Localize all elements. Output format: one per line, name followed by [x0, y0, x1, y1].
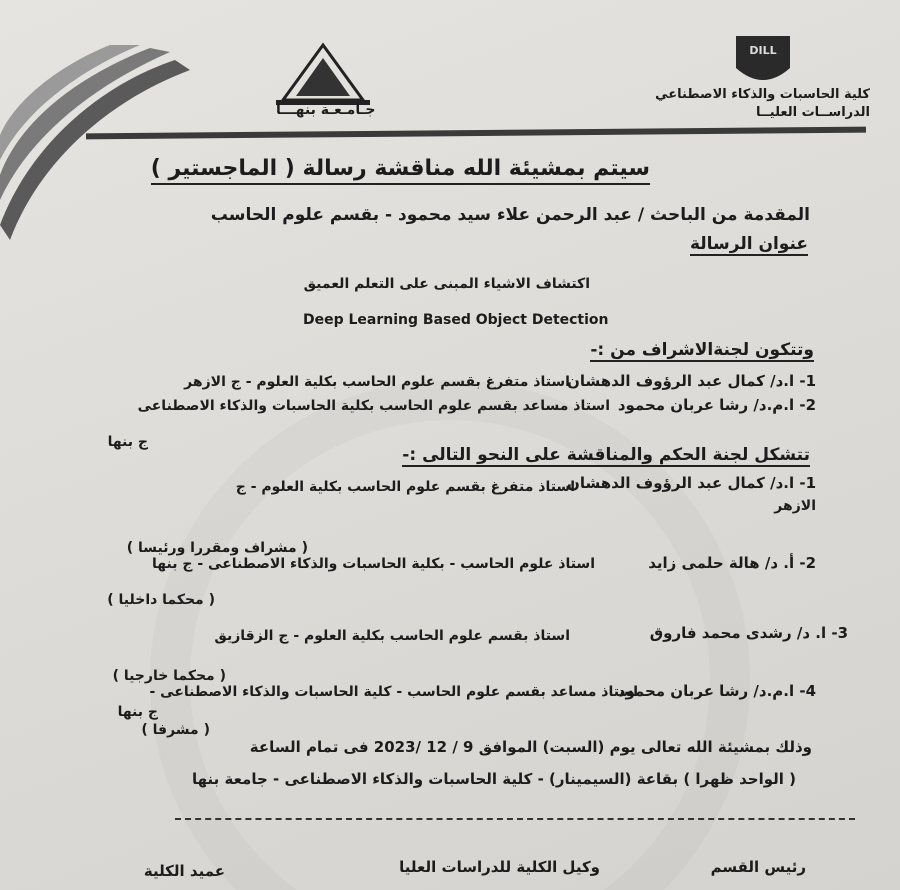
thesis-title-label: عنوان الرسالة [689, 234, 808, 254]
faculty-logo-icon [728, 30, 798, 92]
committee-1-desc: استاذ متفرغ بقسم علوم الحاسب بكلية العلوم - ج [235, 479, 575, 495]
supervisor-1-name: 1- ا.د/ كمال عبد الرؤوف الدهشان [567, 372, 816, 390]
faculty-logo-text: DILL [749, 44, 777, 57]
committee-3-name: 3- ا. د/ رشدى محمد فاروق [649, 624, 848, 642]
decorative-swoosh-icon [0, 40, 200, 250]
faculty-name [655, 86, 870, 121]
committee-4-role: ( محكما خارجيا ) [112, 668, 226, 684]
committee-3-desc: استاذ بقسم علوم الحاسب بكلية العلوم - ج الزقازيق [214, 628, 570, 644]
header-rule [86, 127, 866, 140]
schedule-line-2: ( الواحد ظهرا ) بقاعة (السيمينار) - كلية الحاسبات والذكاء الاصطناعى - جامعة بنها [191, 770, 796, 788]
supervisor-1-desc: استاذ متفرغ بقسم علوم الحاسب بكلية العلوم - ج الازهر [184, 374, 570, 390]
university-name: جـامـعـة بنهـــا [276, 102, 376, 118]
signature-dean: عميد الكلية [143, 862, 225, 880]
thesis-title-english: Deep Learning Based Object Detection [303, 312, 609, 328]
document-title: سيتم بمشيئة الله مناقشة رسالة ( الماجستير ) [151, 156, 650, 185]
faculty-name-line2: الدراســات العليــا [756, 104, 870, 120]
committee-1-cont: الازهر [774, 498, 816, 514]
committee-4-role2: ( مشرفا ) [141, 722, 210, 738]
committee-heading: تتشكل لجنة الحكم والمناقشة على النحو التالى :- [402, 445, 810, 465]
committee-2-desc: استاذ علوم الحاسب - بكلية الحاسبات والذكاء الاصطناعى - ج بنها [152, 556, 595, 572]
supervision-heading: وتتكون لجنةالاشراف من :- [590, 340, 814, 360]
researcher-line: المقدمة من الباحث / عبد الرحمن علاء سيد محمود - بقسم علوم الحاسب [210, 205, 810, 225]
supervisor-2-name: 2- ا.م.د/ رشا عربان محمود [617, 396, 816, 414]
thesis-title-arabic: اكتشاف الاشياء المبنى على التعلم العميق [303, 276, 590, 292]
committee-4-desc: استاذ مساعد بقسم علوم الحاسب - كلية الحاسبات والذكاء الاصطناعى - [149, 684, 638, 700]
faculty-name-line1: كلية الحاسبات والذكاء الاصطناعي [655, 87, 870, 102]
committee-2-role2: ( محكما داخليا ) [107, 592, 215, 608]
committee-2-role: ( مشراف ومقررا ورئيسا ) [126, 540, 308, 556]
committee-4-name: 4- ا.م.د/ رشا عربان محمود [617, 682, 816, 700]
signature-department-head: رئيس القسم [710, 858, 806, 876]
committee-1-name: 1- ا.د/ كمال عبد الرؤوف الدهشان [567, 474, 816, 492]
divider-dashed [175, 818, 855, 820]
supervisor-2-desc: استاذ مساعد بقسم علوم الحاسب بكلية الحاسبات والذكاء الاصطناعى [137, 398, 610, 414]
supervisor-2-cont: ج بنها [107, 434, 148, 450]
committee-2-name: 2- أ. د/ هالة حلمى زايد [648, 554, 816, 572]
committee-4-cont: ج بنها [117, 704, 158, 720]
signature-vice-dean: وكيل الكلية للدراسات العليا [399, 858, 600, 876]
schedule-line-1: وذلك بمشيئة الله تعالى يوم (السبت) الموافق 9 / 12 /2023 فى تمام الساعة [249, 738, 812, 756]
